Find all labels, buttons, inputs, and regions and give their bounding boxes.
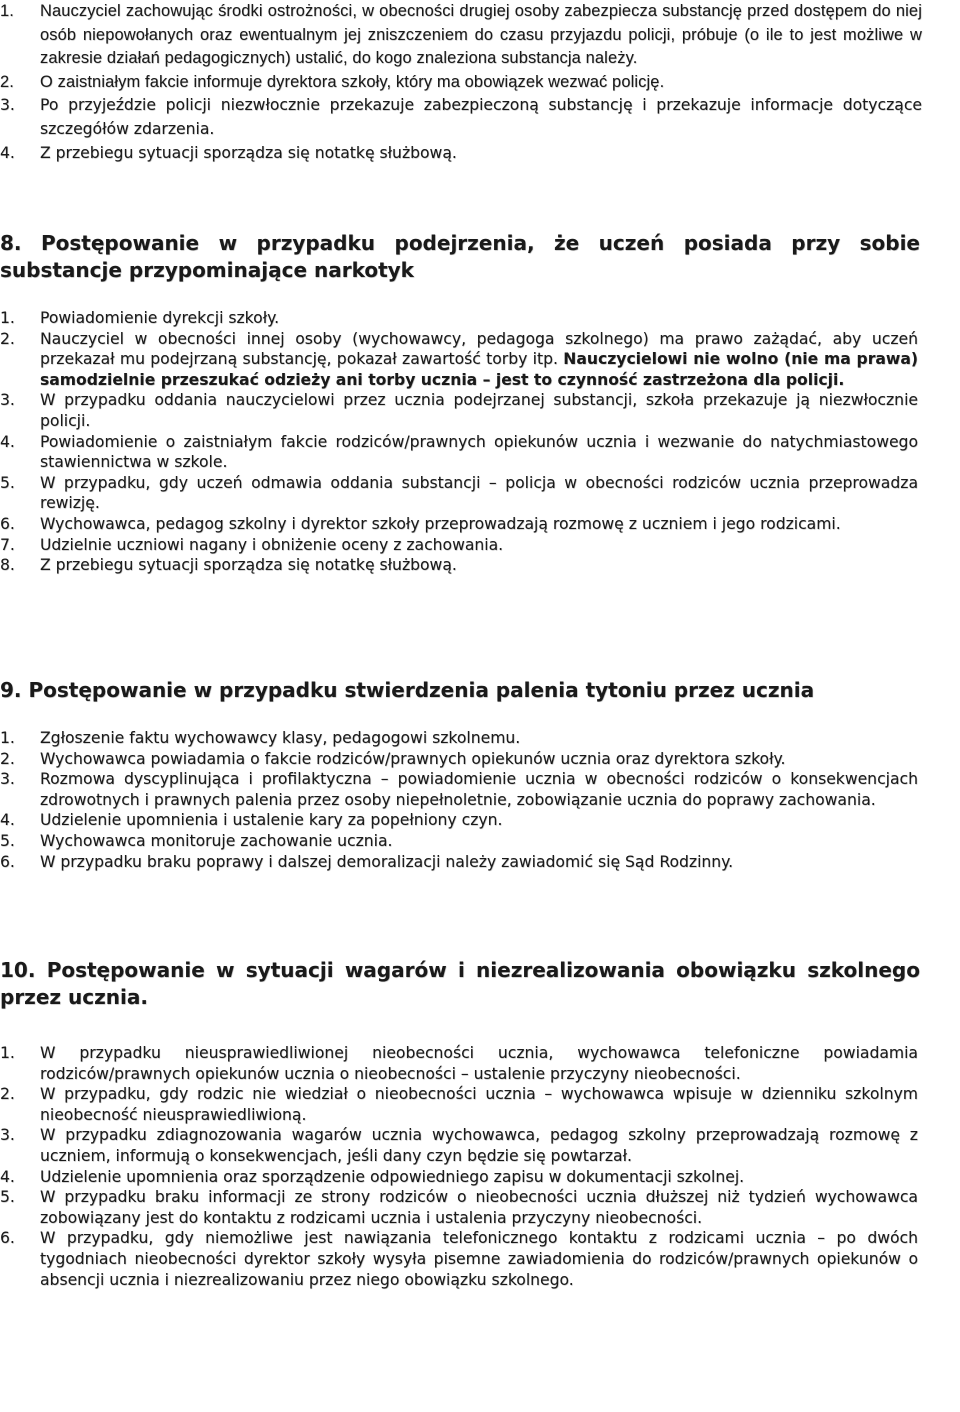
list-item — [0, 769, 918, 810]
section-heading-10 — [0, 957, 920, 1011]
section-number: 10. — [0, 958, 36, 982]
item-text: O zaistniałym fakcie informuje dyrektora szkoły, który ma obowiązek wezwać policję. — [40, 72, 665, 91]
item-number: 6. — [0, 514, 15, 533]
item-text: Z przebiegu sytuacji sporządza się notatkę służbową. — [40, 143, 457, 162]
item-text: Nauczyciel zachowując środki ostrożności, w obecności drugiej osoby zabezpiecza substancję przed dostępem do niej osób niepowołanych oraz ewentualnym jej zniszczeniem do czasu przyjazdu policji, próbuje (o ile to jest możliwe w zakresie działań pedagogicznych) ustalić, do kogo znaleziona substancja należy. — [40, 2, 922, 68]
item-text: Wychowawca, pedagog szkolny i dyrektor szkoły przeprowadzają rozmowę z uczniem i jego rodzicami. — [40, 514, 841, 533]
list-item — [0, 473, 918, 514]
item-number: 1. — [0, 729, 15, 747]
list-item — [0, 810, 918, 831]
item-text: W przypadku, gdy niemożliwe jest nawiązania telefonicznego kontaktu z rodzicami ucznia – po dwóch tygodniach nieobecności dyrektor szkoły wysyła pisemne zawiadomienia do rodziców/prawnych opiekunów o absencji ucznia i niezrealizowaniu przez niego obowiązku szkolnego. — [40, 1229, 918, 1289]
item-text: W przypadku nieusprawiedliwionej nieobecności ucznia, wychowawca telefoniczne powiadamia rodziców/prawnych opiekunów ucznia o nieobecności – ustalenie przyczyny nieobecności. — [40, 1044, 918, 1083]
list-item — [0, 514, 918, 535]
item-number: 4. — [0, 143, 15, 162]
item-text: Udzielnie uczniowi nagany i obniżenie oceny z zachowania. — [40, 535, 504, 554]
bold-warning-text: Nauczycielowi nie wolno (nie ma prawa) samodzielnie przeszukać odzieży ani torby ucznia – jest to czynność zastrzeżona dla policji. — [40, 350, 918, 389]
item-text: Powiadomienie dyrekcji szkoły. — [40, 309, 280, 327]
item-number: 5. — [0, 473, 15, 492]
list-item — [0, 71, 922, 95]
item-text: W przypadku, gdy rodzic nie wiedział o nieobecności ucznia – wychowawca wpisuje w dzienniku szkolnym nieobecność nieusprawiedliwioną. — [40, 1085, 918, 1124]
item-number: 1. — [0, 1044, 15, 1062]
list-item — [0, 1084, 918, 1125]
item-text: Powiadomienie o zaistniałym fakcie rodziców/prawnych opiekunów ucznia i wezwanie do natychmiastowego stawiennictwa w szkole. — [40, 432, 918, 472]
item-number: 8. — [0, 556, 15, 575]
item-number: 3. — [0, 96, 15, 115]
list-item — [0, 555, 918, 576]
list-item — [0, 1043, 918, 1084]
item-number: 6. — [0, 852, 15, 871]
list-item — [0, 1187, 918, 1228]
list-item — [0, 308, 918, 329]
section-number: 8. — [0, 231, 22, 255]
list-item — [0, 142, 922, 166]
item-number: 2. — [0, 329, 15, 348]
item-text: W przypadku braku informacji ze strony rodziców o nieobecności ucznia dłuższej niż tydzień wychowawca zobowiązany jest do kontaktu z rodzicami ucznia i ustalenia przyczyny nieobecności. — [40, 1188, 918, 1227]
item-number: 4. — [0, 1167, 15, 1186]
section-heading-8 — [0, 230, 920, 284]
section-9-list — [0, 728, 918, 872]
list-item — [0, 329, 918, 391]
item-number: 7. — [0, 535, 15, 554]
item-text: Nauczyciel w obecności innej osoby (wychowawcy, pedagoga szkolnego) ma prawo zażądać, aby uczeń przekazał mu podejrzaną substancję, pokazał zawartość torby itp. — [40, 329, 918, 369]
list-item — [0, 1125, 918, 1166]
intro-list — [0, 0, 922, 165]
section-title: Postępowanie w sytuacji wagarów i niezrealizowania obowiązku szkolnego przez ucznia. — [0, 958, 920, 1009]
item-number: 4. — [0, 811, 15, 830]
item-text: Wychowawca monitoruje zachowanie ucznia. — [40, 831, 393, 850]
item-number: 1. — [0, 2, 14, 20]
item-text: Po przyjeździe policji niezwłocznie przekazuje zabezpieczoną substancję i przekazuje informacje dotyczące szczegółów zdarzenia. — [40, 96, 922, 138]
item-text: Rozmowa dyscyplinująca i profilaktyczna – powiadomienie ucznia w obecności rodziców o konsekwencjach zdrowotnych i prawnych palenia przez osoby niepełnoletnie, zobowiązanie ucznia do poprawy zachowania. — [40, 770, 918, 809]
item-number: 1. — [0, 309, 15, 327]
list-item — [0, 1228, 918, 1290]
item-number: 5. — [0, 1188, 15, 1207]
item-text: W przypadku, gdy uczeń odmawia oddania substancji – policja w obecności rodziców ucznia przeprowadza rewizję. — [40, 473, 918, 513]
item-number: 2. — [0, 1085, 15, 1104]
list-item — [0, 728, 918, 749]
item-number: 2. — [0, 72, 14, 91]
list-item — [0, 432, 918, 473]
section-heading-9 — [0, 677, 920, 704]
list-item — [0, 94, 922, 141]
list-item — [0, 0, 922, 71]
item-text: W przypadku zdiagnozowania wagarów ucznia wychowawca, pedagog szkolny przeprowadzają rozmowę z uczniem, informują o konsekwencjach, jeśli dany czyn będzie się powtarzał. — [40, 1126, 918, 1165]
item-text: W przypadku braku poprawy i dalszej demoralizacji należy zawiadomić się Sąd Rodzinny. — [40, 852, 734, 871]
list-item — [0, 831, 918, 852]
list-item — [0, 852, 918, 873]
list-item — [0, 749, 918, 770]
item-number: 2. — [0, 749, 15, 768]
list-item — [0, 390, 918, 431]
item-number: 3. — [0, 391, 15, 410]
item-number: 3. — [0, 1126, 15, 1145]
item-number: 6. — [0, 1229, 15, 1248]
item-text: Z przebiegu sytuacji sporządza się notatkę służbową. — [40, 556, 457, 575]
section-number: 9. — [0, 678, 22, 702]
section-title: Postępowanie w przypadku stwierdzenia palenia tytoniu przez ucznia — [28, 678, 815, 702]
item-number: 5. — [0, 831, 15, 850]
item-number: 4. — [0, 432, 15, 451]
list-item — [0, 1167, 918, 1188]
item-text: Udzielenie upomnienia i ustalenie kary za popełniony czyn. — [40, 811, 503, 830]
item-text: Wychowawca powiadamia o fakcie rodziców/prawnych opiekunów ucznia oraz dyrektora szkoły. — [40, 749, 786, 768]
section-8-list — [0, 308, 918, 576]
section-10-list — [0, 1043, 918, 1290]
list-item — [0, 535, 918, 556]
item-text: Zgłoszenie faktu wychowawcy klasy, pedagogowi szkolnemu. — [40, 729, 521, 747]
item-text: W przypadku oddania nauczycielowi przez ucznia podejrzanej substancji, szkoła przekazuje ją niezwłocznie policji. — [40, 391, 918, 430]
section-title: Postępowanie w przypadku podejrzenia, że uczeń posiada przy sobie substancje przypominające narkotyk — [0, 231, 920, 282]
item-text: Udzielenie upomnienia oraz sporządzenie odpowiedniego zapisu w dokumentacji szkolnej. — [40, 1167, 745, 1186]
item-number: 3. — [0, 770, 15, 789]
